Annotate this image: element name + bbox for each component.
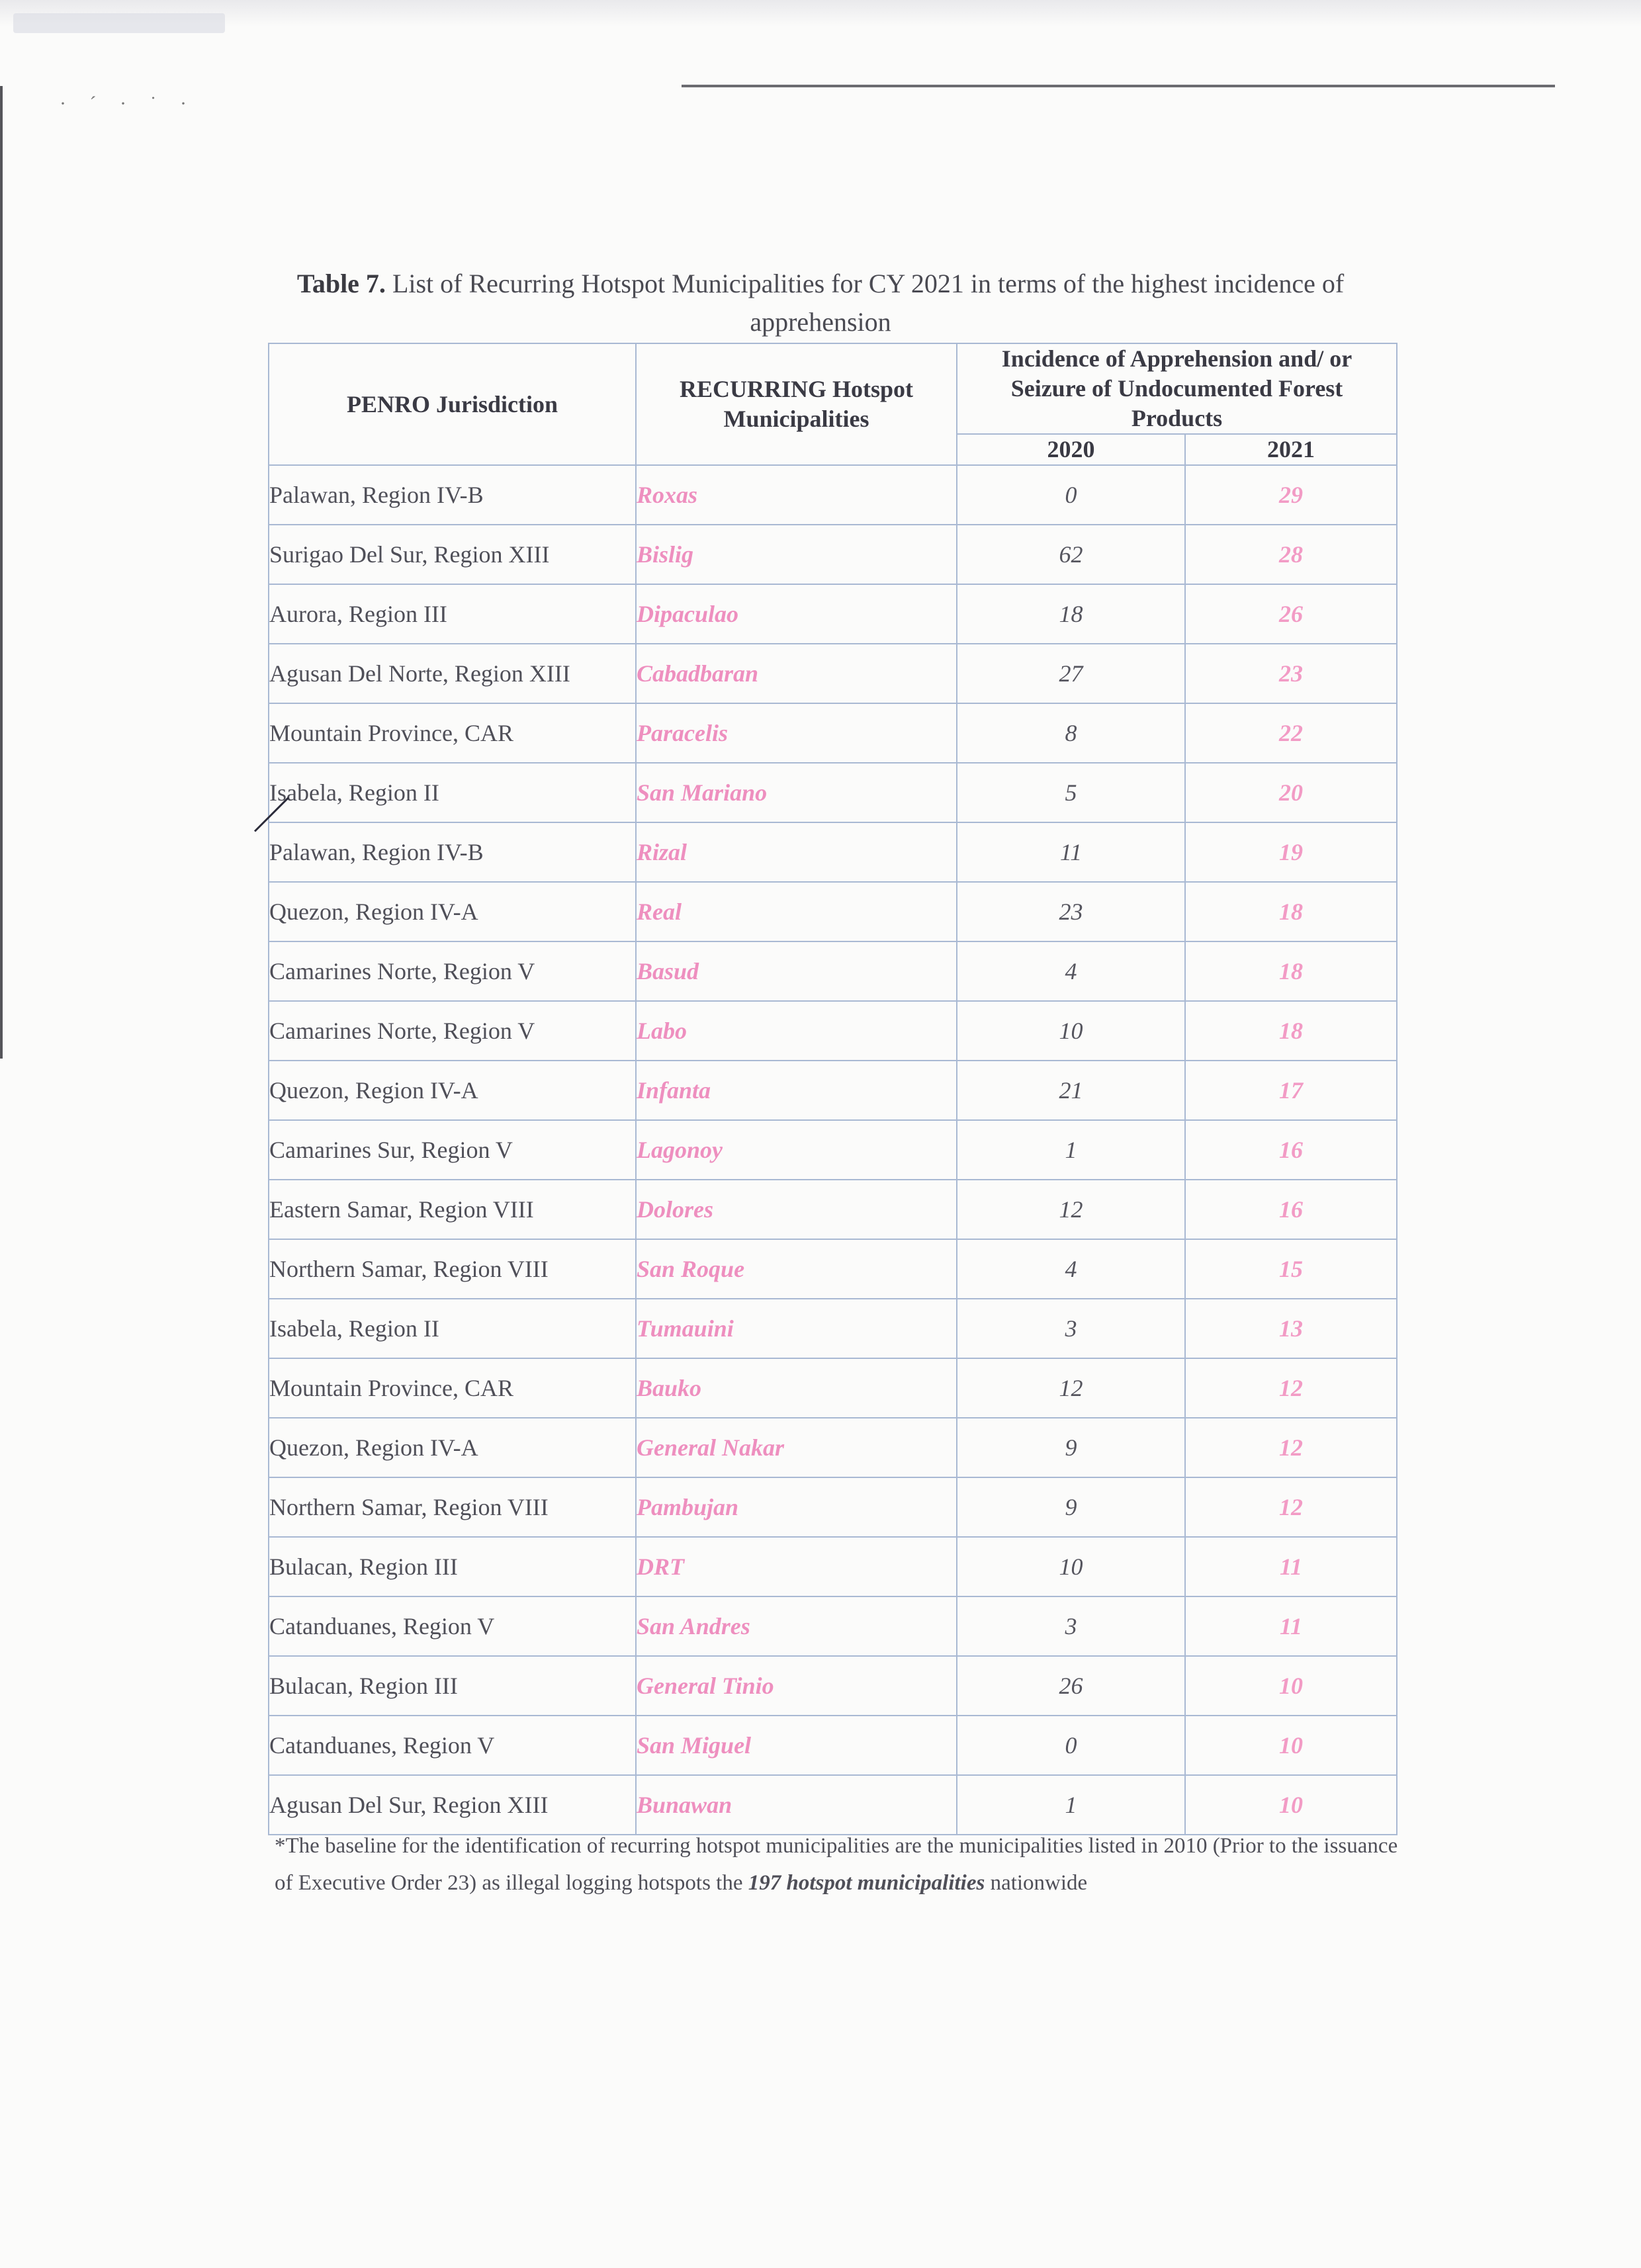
- municipality-cell: Bislig: [636, 525, 957, 584]
- jurisdiction-cell: Palawan, Region IV-B: [269, 465, 636, 525]
- value-2020-cell: 0: [957, 465, 1185, 525]
- value-2020-cell: 9: [957, 1418, 1185, 1477]
- municipality-cell: San Roque: [636, 1239, 957, 1299]
- jurisdiction-cell: Isabela, Region II: [269, 1299, 636, 1358]
- scan-edge: [0, 0, 1641, 26]
- table-row: [269, 1239, 1397, 1299]
- municipality-cell: Infanta: [636, 1061, 957, 1120]
- caption-text: List of Recurring Hotspot Municipalities for CY 2021 in terms of the highest incidence of apprehension: [392, 269, 1345, 337]
- table-row: [269, 1299, 1397, 1358]
- value-2021-cell: 18: [1185, 941, 1397, 1001]
- value-2021-cell: 18: [1185, 882, 1397, 941]
- table-row: [269, 525, 1397, 584]
- jurisdiction-cell: Camarines Norte, Region V: [269, 1001, 636, 1061]
- value-2021-cell: 12: [1185, 1418, 1397, 1477]
- scan-left-edge: [0, 86, 3, 1059]
- municipality-cell: Bunawan: [636, 1775, 957, 1835]
- value-2020-cell: 18: [957, 584, 1185, 644]
- value-2020-cell: 4: [957, 1239, 1185, 1299]
- value-2020-cell: 4: [957, 941, 1185, 1001]
- jurisdiction-cell: Palawan, Region IV-B: [269, 822, 636, 882]
- value-2020-cell: 26: [957, 1656, 1185, 1716]
- value-2020-cell: 3: [957, 1299, 1185, 1358]
- table-row: [269, 882, 1397, 941]
- municipality-cell: San Andres: [636, 1596, 957, 1656]
- jurisdiction-cell: Mountain Province, CAR: [269, 703, 636, 763]
- jurisdiction-cell: Surigao Del Sur, Region XIII: [269, 525, 636, 584]
- table-row: [269, 1061, 1397, 1120]
- municipality-cell: Paracelis: [636, 703, 957, 763]
- jurisdiction-cell: Camarines Norte, Region V: [269, 941, 636, 1001]
- value-2021-cell: 11: [1185, 1596, 1397, 1656]
- value-2020-cell: 0: [957, 1716, 1185, 1775]
- value-2021-cell: 23: [1185, 644, 1397, 703]
- jurisdiction-cell: Northern Samar, Region VIII: [269, 1477, 636, 1537]
- table-row: [269, 465, 1397, 525]
- value-2020-cell: 10: [957, 1001, 1185, 1061]
- value-2020-cell: 8: [957, 703, 1185, 763]
- table-row: [269, 1180, 1397, 1239]
- table-row: [269, 703, 1397, 763]
- value-2021-cell: 10: [1185, 1775, 1397, 1835]
- value-2021-cell: 16: [1185, 1120, 1397, 1180]
- table-row: [269, 1656, 1397, 1716]
- value-2020-cell: 27: [957, 644, 1185, 703]
- value-2020-cell: 3: [957, 1596, 1185, 1656]
- table-row: [269, 1001, 1397, 1061]
- value-2021-cell: 15: [1185, 1239, 1397, 1299]
- value-2021-cell: 12: [1185, 1477, 1397, 1537]
- municipality-cell: General Nakar: [636, 1418, 957, 1477]
- value-2020-cell: 10: [957, 1537, 1185, 1596]
- value-2020-cell: 12: [957, 1180, 1185, 1239]
- header-year-2020: 2020: [957, 434, 1185, 465]
- value-2021-cell: 19: [1185, 822, 1397, 882]
- jurisdiction-cell: Northern Samar, Region VIII: [269, 1239, 636, 1299]
- value-2021-cell: 10: [1185, 1716, 1397, 1775]
- municipality-cell: Lagonoy: [636, 1120, 957, 1180]
- municipality-cell: Pambujan: [636, 1477, 957, 1537]
- municipality-cell: Basud: [636, 941, 957, 1001]
- municipality-cell: Bauko: [636, 1358, 957, 1418]
- municipality-cell: San Mariano: [636, 763, 957, 822]
- value-2021-cell: 28: [1185, 525, 1397, 584]
- value-2021-cell: 17: [1185, 1061, 1397, 1120]
- municipality-cell: Labo: [636, 1001, 957, 1061]
- jurisdiction-cell: Quezon, Region IV-A: [269, 882, 636, 941]
- value-2021-cell: 13: [1185, 1299, 1397, 1358]
- jurisdiction-cell: Catanduanes, Region V: [269, 1596, 636, 1656]
- municipality-cell: San Miguel: [636, 1716, 957, 1775]
- value-2020-cell: 1: [957, 1120, 1185, 1180]
- table-row: [269, 1537, 1397, 1596]
- municipality-cell: Rizal: [636, 822, 957, 882]
- table-row: [269, 1418, 1397, 1477]
- municipality-cell: Roxas: [636, 465, 957, 525]
- jurisdiction-cell: Eastern Samar, Region VIII: [269, 1180, 636, 1239]
- table-row: [269, 1120, 1397, 1180]
- jurisdiction-cell: Mountain Province, CAR: [269, 1358, 636, 1418]
- jurisdiction-cell: Quezon, Region IV-A: [269, 1418, 636, 1477]
- scan-smudge: [13, 13, 225, 33]
- jurisdiction-cell: Aurora, Region III: [269, 584, 636, 644]
- jurisdiction-cell: Quezon, Region IV-A: [269, 1061, 636, 1120]
- table-row: [269, 1716, 1397, 1775]
- footnote-tail: nationwide: [990, 1871, 1088, 1895]
- value-2021-cell: 11: [1185, 1537, 1397, 1596]
- jurisdiction-cell: Agusan Del Sur, Region XIII: [269, 1775, 636, 1835]
- municipality-cell: DRT: [636, 1537, 957, 1596]
- value-2020-cell: 23: [957, 882, 1185, 941]
- value-2021-cell: 18: [1185, 1001, 1397, 1061]
- table-caption: [291, 265, 1350, 341]
- jurisdiction-cell: Bulacan, Region III: [269, 1537, 636, 1596]
- value-2021-cell: 10: [1185, 1656, 1397, 1716]
- table-row: [269, 584, 1397, 644]
- municipality-cell: Tumauini: [636, 1299, 957, 1358]
- municipality-cell: General Tinio: [636, 1656, 957, 1716]
- value-2020-cell: 21: [957, 1061, 1185, 1120]
- table-row: [269, 644, 1397, 703]
- value-2020-cell: 12: [957, 1358, 1185, 1418]
- jurisdiction-cell: Camarines Sur, Region V: [269, 1120, 636, 1180]
- table-row: [269, 1775, 1397, 1835]
- value-2021-cell: 12: [1185, 1358, 1397, 1418]
- table-row: [269, 1477, 1397, 1537]
- municipality-cell: Cabadbaran: [636, 644, 957, 703]
- header-year-2021: 2021: [1185, 434, 1397, 465]
- value-2021-cell: 22: [1185, 703, 1397, 763]
- value-2021-cell: 20: [1185, 763, 1397, 822]
- value-2020-cell: 62: [957, 525, 1185, 584]
- caption-label: Table 7.: [296, 269, 386, 298]
- value-2021-cell: 29: [1185, 465, 1397, 525]
- header-jurisdiction: PENRO Jurisdiction: [269, 343, 636, 465]
- municipality-cell: Dipaculao: [636, 584, 957, 644]
- table-body: [269, 465, 1397, 1835]
- value-2020-cell: 11: [957, 822, 1185, 882]
- value-2021-cell: 26: [1185, 584, 1397, 644]
- footnote-text: *The baseline for the identification of recurring hotspot municipalities are the municipalities listed in 2010 (Prior to the issuance of Executive Order 23) as illegal logging hotspots the: [275, 1834, 1398, 1895]
- header-incidence: Incidence of Apprehension and/ or Seizure of Undocumented Forest Products: [957, 343, 1397, 434]
- municipality-cell: Dolores: [636, 1180, 957, 1239]
- table-row: [269, 763, 1397, 822]
- header-municipality: RECURRING Hotspot Municipalities: [636, 343, 957, 465]
- jurisdiction-cell: Catanduanes, Region V: [269, 1716, 636, 1775]
- footnote-emphasis: 197 hotspot municipalities: [748, 1871, 985, 1895]
- table-row: [269, 941, 1397, 1001]
- footnote: [275, 1827, 1399, 1901]
- value-2020-cell: 9: [957, 1477, 1185, 1537]
- value-2020-cell: 5: [957, 763, 1185, 822]
- table-row: [269, 822, 1397, 882]
- scan-specks: · ´ · ˙ ·: [60, 93, 196, 114]
- jurisdiction-cell: Isabela, Region II: [269, 763, 636, 822]
- value-2021-cell: 16: [1185, 1180, 1397, 1239]
- table-row: [269, 1596, 1397, 1656]
- value-2020-cell: 1: [957, 1775, 1185, 1835]
- top-rule: [682, 85, 1555, 87]
- jurisdiction-cell: Bulacan, Region III: [269, 1656, 636, 1716]
- table-row: [269, 1358, 1397, 1418]
- jurisdiction-cell: Agusan Del Norte, Region XIII: [269, 644, 636, 703]
- municipality-cell: Real: [636, 882, 957, 941]
- hotspot-table: [268, 343, 1397, 1835]
